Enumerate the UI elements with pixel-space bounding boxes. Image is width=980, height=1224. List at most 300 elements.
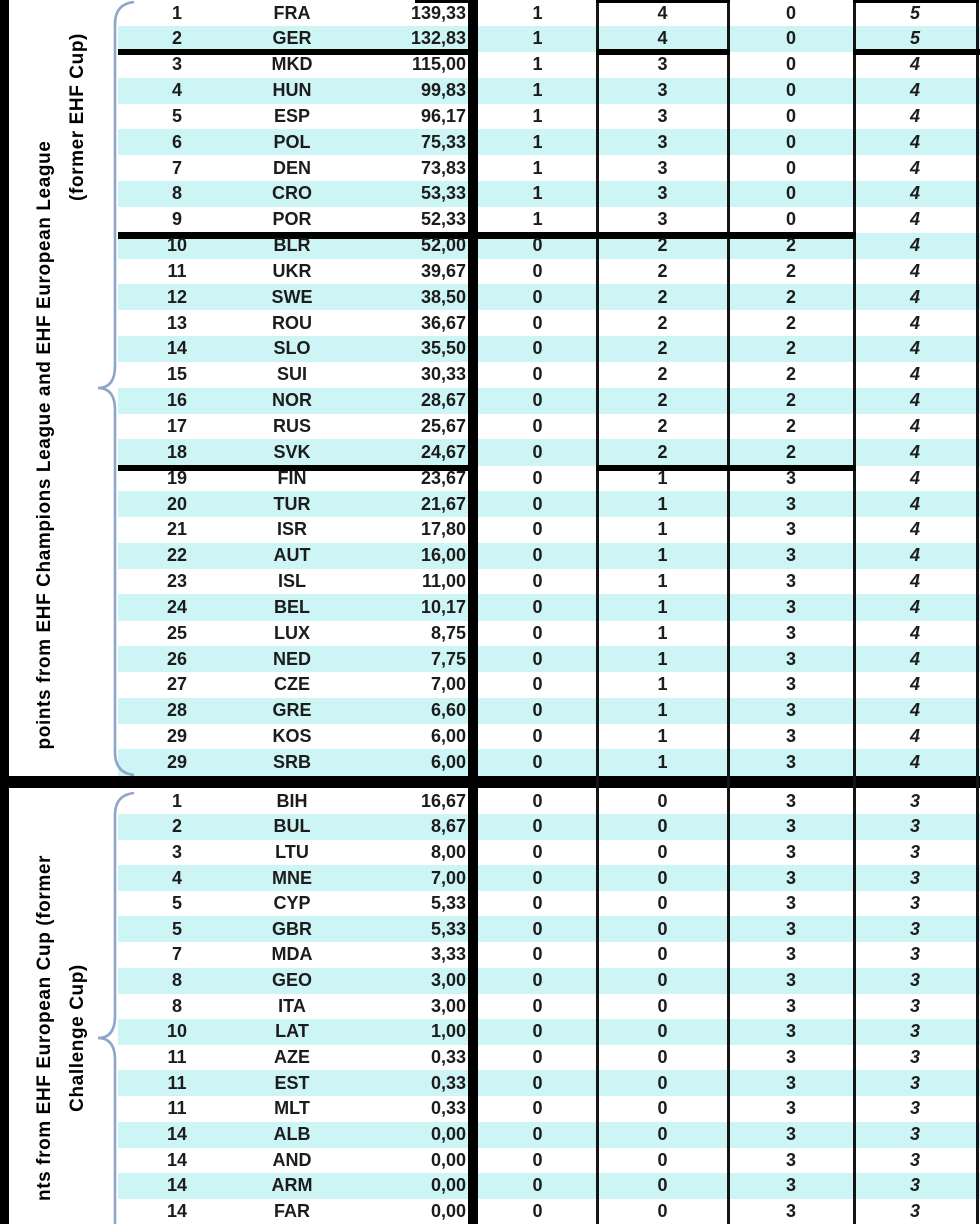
cell-col5: 3 [657,131,668,152]
cell-col6: 3 [785,751,796,772]
cell-rank: 12 [166,286,188,307]
cell-points: 52,00 [420,235,466,256]
cell-col4: 0 [532,893,543,914]
cell-col7: 4 [909,364,920,385]
cell-col5: 3 [657,54,668,75]
cell-col6: 2 [785,312,796,333]
cell-points: 6,60 [430,700,466,721]
cell-col7: 3 [909,867,920,888]
cell-col4: 0 [532,441,543,462]
cell-country-code: POL [273,131,311,152]
cell-col4: 0 [532,1072,543,1093]
cell-country-code: HUN [272,80,312,100]
cell-col5: 1 [657,648,668,669]
cell-rank: 25 [166,622,188,643]
cell-col7: 4 [909,726,920,746]
cell-rank: 3 [171,841,182,862]
cell-rank: 3 [171,54,182,75]
cell-country-code: KOS [272,726,312,746]
cell-col4: 0 [532,622,543,643]
cell-col5: 2 [657,338,668,359]
cell-rank: 4 [171,80,182,100]
cell-col6: 3 [785,1200,796,1221]
cell-points: 139,33 [410,2,466,23]
cell-col7: 4 [909,700,920,721]
cell-col5: 1 [657,751,668,772]
cell-points: 16,00 [420,545,466,566]
cell-rank: 8 [171,183,182,204]
cell-col5: 3 [657,209,668,230]
cell-col4: 1 [532,157,543,178]
cell-col7: 3 [909,816,920,837]
cell-col6: 3 [785,893,796,914]
cell-col4: 0 [532,726,543,746]
cell-col7: 3 [909,1149,920,1170]
cell-points: 16,67 [420,790,466,811]
cell-col6: 3 [785,995,796,1016]
cell-country-code: RUS [272,415,311,436]
cell-col4: 0 [532,1175,543,1196]
cell-col6: 2 [785,235,796,256]
cell-col6: 0 [785,209,796,230]
cell-col5: 0 [657,970,668,990]
cell-col6: 3 [785,970,796,990]
cell-points: 8,00 [430,841,466,862]
cell-col7: 4 [909,235,920,256]
cell-points: 115,00 [411,54,466,75]
cell-col4: 0 [532,970,543,990]
cell-country-code: CZE [274,674,310,695]
cell-rank: 19 [166,467,188,488]
cell-country-code: ISL [277,571,306,591]
cell-rank: 5 [171,893,182,914]
cell-col4: 0 [532,816,543,837]
cell-country-code: TUR [273,493,311,514]
cell-col5: 2 [657,441,668,462]
cell-rank: 7 [171,157,182,178]
cell-rank: 7 [171,944,182,965]
cell-rank: 11 [167,1072,187,1093]
cell-points: 75,33 [420,131,466,152]
cell-col4: 0 [532,790,543,811]
cell-rank: 10 [166,235,188,256]
cell-rank: 11 [167,1098,187,1119]
cell-col7: 3 [909,1124,920,1144]
cell-col5: 0 [657,995,668,1016]
cell-rank: 26 [166,648,188,669]
cell-col7: 4 [909,183,920,204]
cell-country-code: DEN [272,157,311,178]
cell-points: 0,00 [430,1175,466,1196]
cell-col4: 0 [532,674,543,695]
cell-col6: 3 [785,816,796,837]
cell-points: 17,80 [420,519,466,540]
cell-rank: 6 [171,131,182,152]
cell-col5: 1 [657,493,668,514]
cell-col4: 0 [532,867,543,888]
cell-col4: 0 [532,1047,543,1067]
cell-col6: 2 [785,364,796,385]
cell-col4: 0 [532,312,543,333]
cell-points: 0,00 [430,1200,466,1221]
cell-col5: 2 [657,235,668,256]
cell-col5: 0 [657,1175,668,1196]
cell-col4: 1 [532,80,543,100]
cell-country-code: MNE [272,867,312,888]
cell-country-code: ROU [272,312,312,333]
cell-col5: 0 [657,1098,668,1119]
cell-col4: 0 [532,571,543,591]
cell-col7: 3 [909,1098,920,1119]
cell-rank: 11 [167,1047,187,1067]
cell-col6: 3 [785,944,796,965]
cell-country-code: FRA [273,2,311,23]
cell-col4: 1 [532,209,543,230]
cell-col5: 0 [657,1047,668,1067]
cell-points: 10,17 [420,596,466,617]
cell-col6: 3 [785,545,796,566]
section1-label-line2: (former EHF Cup) [67,33,88,201]
cell-country-code: GEO [271,970,312,990]
cell-col4: 1 [532,105,543,126]
cell-country-code: SVK [273,441,311,462]
cell-col6: 3 [785,648,796,669]
cell-col6: 2 [785,260,796,281]
cell-col5: 2 [657,390,668,411]
cell-col5: 0 [657,918,668,939]
cell-points: 35,50 [420,338,466,359]
cell-col6: 3 [785,700,796,721]
cell-points: 99,83 [420,80,466,100]
cell-points: 36,67 [420,312,466,333]
cell-country-code: ITA [278,995,306,1016]
cell-rank: 20 [166,493,188,514]
cell-col7: 3 [909,790,920,811]
cell-rank: 14 [166,338,188,359]
cell-points: 3,33 [430,944,466,965]
cell-rank: 8 [171,995,182,1016]
cell-col7: 4 [909,467,920,488]
cell-col4: 0 [532,415,543,436]
cell-rank: 29 [166,751,188,772]
cell-col7: 4 [909,260,920,281]
cell-col7: 4 [909,751,920,772]
cell-rank: 2 [171,28,182,49]
cell-col6: 0 [785,80,796,100]
cell-points: 0,33 [430,1047,466,1067]
cell-country-code: AND [272,1149,312,1170]
cell-country-code: NED [272,648,311,669]
cell-col7: 3 [909,1200,920,1221]
cell-col5: 3 [657,80,668,100]
cell-col4: 1 [532,183,543,204]
cell-col5: 1 [657,519,668,540]
cell-col4: 0 [532,1021,543,1042]
cell-country-code: NOR [272,390,312,411]
cell-col7: 4 [909,571,920,591]
cell-col6: 2 [785,415,796,436]
cell-col4: 1 [532,28,543,49]
cell-col4: 0 [532,1200,543,1221]
cell-col4: 0 [532,751,543,772]
cell-country-code: SLO [273,338,311,359]
cell-col7: 3 [909,1047,920,1067]
cell-col5: 1 [657,596,668,617]
cell-country-code: AUT [273,545,311,566]
cell-points: 52,33 [420,209,466,230]
cell-col7: 4 [909,209,920,230]
cell-col7: 4 [909,545,920,566]
cell-col6: 0 [785,2,796,23]
cell-col5: 2 [657,260,668,281]
cell-country-code: ALB [273,1124,311,1144]
cell-col5: 3 [657,105,668,126]
cell-col5: 0 [657,867,668,888]
cell-col4: 0 [532,493,543,514]
cell-rank: 28 [166,700,188,721]
cell-country-code: AZE [274,1047,310,1067]
cell-col6: 0 [785,183,796,204]
cell-country-code: MKD [271,54,313,75]
cell-col4: 0 [532,841,543,862]
cell-col5: 1 [657,545,668,566]
cell-points: 73,83 [420,157,466,178]
cell-points: 39,67 [420,260,466,281]
cell-col5: 0 [657,841,668,862]
cell-col7: 4 [909,80,920,100]
cell-col6: 2 [785,338,796,359]
cell-col4: 0 [532,364,543,385]
cell-col7: 4 [909,286,920,307]
cell-rank: 4 [171,867,182,888]
cell-col7: 4 [909,415,920,436]
cell-points: 0,00 [430,1149,466,1170]
cell-col6: 3 [785,1124,796,1144]
cell-col6: 3 [785,596,796,617]
cell-country-code: GBR [272,918,312,939]
cell-rank: 17 [166,415,188,436]
cell-col6: 3 [785,1149,796,1170]
cell-points: 5,33 [430,918,466,939]
cell-col6: 0 [785,131,796,152]
cell-points: 7,00 [430,867,466,888]
cell-points: 96,17 [420,105,466,126]
cell-rank: 22 [166,545,188,566]
cell-col6: 0 [785,28,796,49]
cell-col7: 4 [909,596,920,617]
cell-col7: 3 [909,944,920,965]
cell-col5: 2 [657,415,668,436]
cell-col4: 0 [532,944,543,965]
cell-points: 30,33 [420,364,466,385]
cell-col4: 0 [532,519,543,540]
cell-rank: 5 [171,105,182,126]
cell-col7: 3 [909,918,920,939]
cell-col5: 2 [657,364,668,385]
cell-rank: 10 [166,1021,188,1042]
cell-col4: 0 [532,260,543,281]
cell-col4: 0 [532,918,543,939]
cell-rank: 29 [166,726,188,746]
cell-rank: 16 [166,390,188,411]
cell-col7: 3 [909,1175,920,1196]
cell-points: 6,00 [430,751,466,772]
cell-col4: 1 [532,54,543,75]
cell-col5: 2 [657,286,668,307]
cell-rank: 14 [166,1200,188,1221]
cell-country-code: MLT [274,1098,310,1119]
cell-points: 0,00 [430,1124,466,1144]
cell-country-code: POR [272,209,312,230]
cell-col7: 4 [909,390,920,411]
cell-points: 3,00 [430,995,466,1016]
cell-col6: 0 [785,105,796,126]
cell-col6: 3 [785,1072,796,1093]
cell-country-code: SUI [276,364,307,385]
cell-col6: 3 [785,674,796,695]
cell-country-code: CYP [273,893,311,914]
cell-points: 8,67 [430,816,466,837]
cell-rank: 23 [166,571,188,591]
cell-country-code: MDA [271,944,313,965]
cell-col7: 4 [909,674,920,695]
cell-col6: 0 [785,54,796,75]
cell-col7: 4 [909,493,920,514]
cell-col4: 0 [532,1124,543,1144]
cell-col5: 3 [657,183,668,204]
cell-points: 3,00 [430,970,466,990]
cell-col7: 3 [909,995,920,1016]
cell-country-code: SRB [272,751,311,772]
cell-country-code: ISR [276,519,307,540]
cell-col5: 1 [657,726,668,746]
cell-rank: 14 [166,1124,188,1144]
cell-col5: 4 [657,28,668,49]
cell-rank: 14 [166,1175,188,1196]
cell-points: 6,00 [430,726,466,746]
cell-col4: 0 [532,286,543,307]
cell-col4: 0 [532,467,543,488]
cell-col5: 1 [657,571,668,591]
cell-col4: 0 [532,648,543,669]
cell-col7: 3 [909,1021,920,1042]
cell-col6: 2 [785,286,796,307]
cell-col6: 3 [785,493,796,514]
cell-country-code: ESP [273,105,311,126]
cell-rank: 24 [166,596,188,617]
cell-rank: 1 [171,2,182,23]
cell-points: 11,00 [421,571,466,591]
cell-country-code: BUL [273,816,311,837]
cell-rank: 9 [171,209,182,230]
cell-col7: 3 [909,841,920,862]
cell-points: 7,00 [430,674,466,695]
cell-col5: 4 [657,2,668,23]
cell-col7: 4 [909,648,920,669]
cell-col5: 0 [657,1200,668,1221]
cell-country-code: LUX [274,622,310,643]
cell-col4: 0 [532,235,543,256]
cell-country-code: BIH [276,790,308,811]
cell-col5: 1 [657,700,668,721]
cell-country-code: UKR [272,260,312,281]
cell-col5: 1 [657,674,668,695]
cell-rank: 1 [171,790,182,811]
cell-col7: 4 [909,441,920,462]
cell-col4: 0 [532,390,543,411]
cell-points: 23,67 [420,467,466,488]
cell-country-code: BEL [274,596,310,617]
cell-col6: 3 [785,1047,796,1067]
cell-country-code: ARM [271,1175,313,1196]
cell-country-code: LTU [275,841,309,862]
cell-col4: 1 [532,2,543,23]
cell-col7: 5 [909,2,920,23]
cell-col4: 1 [532,131,543,152]
cell-points: 0,33 [430,1098,466,1119]
cell-points: 0,33 [430,1072,466,1093]
cell-col6: 3 [785,841,796,862]
cell-points: 1,00 [430,1021,466,1042]
cell-rank: 21 [166,519,188,540]
section2-label-line2: Challenge Cup) [67,964,88,1112]
cell-col4: 0 [532,1149,543,1170]
cell-points: 25,67 [420,415,466,436]
cell-col7: 4 [909,157,920,178]
cell-rank: 11 [167,260,187,281]
cell-points: 21,67 [420,493,466,514]
cell-col5: 3 [657,157,668,178]
cell-col6: 2 [785,441,796,462]
cell-col7: 4 [909,519,920,540]
cell-points: 28,67 [420,390,466,411]
cell-col6: 3 [785,571,796,591]
cell-rank: 15 [166,364,188,385]
cell-col6: 3 [785,790,796,811]
cell-points: 38,50 [420,286,466,307]
cell-country-code: GRE [272,700,312,721]
cell-col6: 3 [785,519,796,540]
cell-col4: 0 [532,1098,543,1119]
cell-country-code: SWE [271,286,313,307]
cell-country-code: LAT [275,1021,309,1042]
cell-col7: 5 [909,28,920,49]
cell-col4: 0 [532,545,543,566]
section2-label-line1: nts from EHF European Cup (former [34,855,55,1201]
cell-col6: 3 [785,1021,796,1042]
cell-rank: 14 [166,1149,188,1170]
cell-col5: 0 [657,816,668,837]
cell-points: 7,75 [430,648,466,669]
cell-country-code: FIN [277,467,307,488]
cell-rank: 18 [166,441,188,462]
cell-rank: 13 [166,312,188,333]
cell-col7: 4 [909,312,920,333]
cell-country-code: FAR [274,1200,310,1221]
cell-rank: 8 [171,970,182,990]
cell-points: 53,33 [420,183,466,204]
cell-col4: 0 [532,338,543,359]
cell-col6: 3 [785,867,796,888]
cell-points: 8,75 [430,622,466,643]
cell-points: 5,33 [430,893,466,914]
cell-points: 132,83 [410,28,466,49]
cell-rank: 2 [171,816,182,837]
cell-col6: 3 [785,467,796,488]
cell-col5: 2 [657,312,668,333]
cell-col5: 0 [657,1124,668,1144]
cell-col6: 0 [785,157,796,178]
